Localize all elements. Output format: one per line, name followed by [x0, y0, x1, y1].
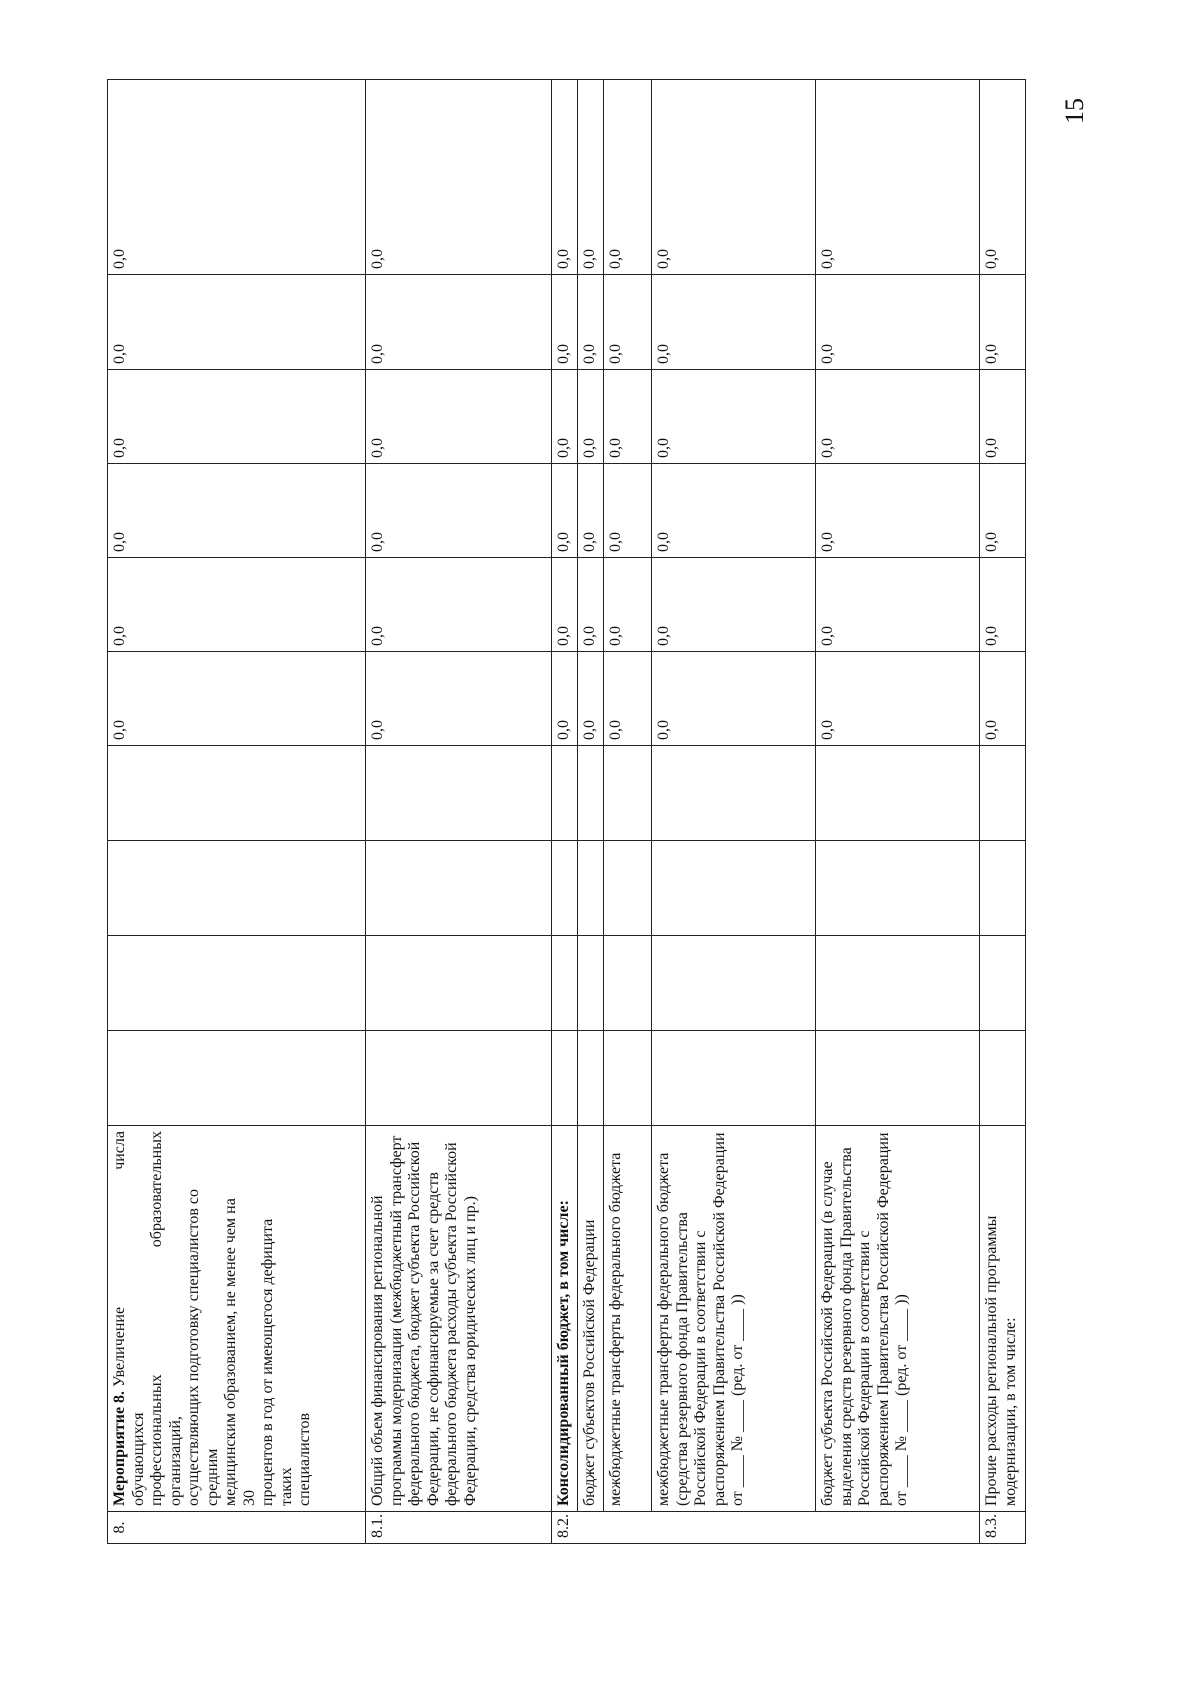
text-line: профессиональных образовательных: [148, 1131, 165, 1506]
text-line: медицинским образованием, не менее чем на: [222, 1198, 239, 1506]
value-cell: 0,0: [552, 652, 578, 746]
value-cell: 0,0: [980, 370, 1026, 464]
row-number: 8.1.: [366, 1512, 552, 1544]
value-cell: 0,0: [604, 652, 652, 746]
value-cell: 0,0: [366, 558, 552, 652]
value-cell: 0,0: [816, 652, 980, 746]
empty-cell: [980, 841, 1026, 936]
activity-title-tail: числа: [111, 1131, 128, 1170]
empty-cell: [108, 936, 366, 1031]
reference-line: от ____ № ____ (ред. от ____ )): [893, 1294, 910, 1506]
table-row-8: [108, 80, 366, 1544]
value-cell: 0,0: [652, 652, 816, 746]
empty-cell: [578, 841, 604, 936]
value-cell: 0,0: [604, 80, 652, 275]
empty-cell: [604, 936, 652, 1031]
row-number: 8.2.: [552, 1512, 980, 1544]
value-cell: 0,0: [816, 80, 980, 275]
value-cell: 0,0: [552, 558, 578, 652]
empty-cell: [578, 936, 604, 1031]
table-row-8-2-subject-budget-reserve: [816, 80, 980, 1544]
empty-cell: [108, 746, 366, 841]
text-line: специалистов: [296, 1412, 313, 1506]
value-cell: 0,0: [552, 464, 578, 558]
value-cell: 0,0: [816, 370, 980, 464]
modernization-program-table: [107, 79, 1026, 1544]
value-cell: 0,0: [980, 652, 1026, 746]
value-cell: 0,0: [578, 370, 604, 464]
row-description: бюджет субъектов Российской Федерации: [578, 1126, 604, 1512]
table-row-8-2-subjects-budget: [578, 80, 604, 1544]
value-cell: 0,0: [108, 80, 366, 275]
text-line: таких: [277, 1467, 295, 1506]
empty-cell: [816, 841, 980, 936]
value-cell: 0,0: [552, 80, 578, 275]
value-cell: 0,0: [652, 370, 816, 464]
value-cell: 0,0: [578, 558, 604, 652]
empty-cell: [604, 746, 652, 841]
value-cell: 0,0: [604, 464, 652, 558]
table-row-8-2: [552, 80, 578, 1544]
description-text: бюджет субъекта Российской Федерации (в случае выделения средств резервного фонда Правительства Российской Федерации в соответствии с распоряжением Правительства Российской Федерации: [819, 1132, 892, 1506]
row-number: 8.3.: [980, 1512, 1026, 1544]
row-description: [108, 1126, 366, 1512]
text-line: осуществляющих подготовку специалистов со: [185, 1188, 202, 1506]
empty-cell: [980, 746, 1026, 841]
value-cell: 0,0: [816, 275, 980, 370]
title-line: [111, 1131, 130, 1506]
empty-cell: [552, 841, 578, 936]
activity-title-rest: Увеличение: [111, 1306, 128, 1391]
empty-cell: [366, 746, 552, 841]
text-line: организаций,: [166, 1416, 184, 1506]
value-cell: 0,0: [578, 275, 604, 370]
value-cell: 0,0: [604, 275, 652, 370]
empty-cell: [816, 1031, 980, 1126]
value-cell: 0,0: [108, 464, 366, 558]
value-cell: 0,0: [108, 652, 366, 746]
value-cell: 0,0: [604, 558, 652, 652]
value-cell: 0,0: [980, 464, 1026, 558]
empty-cell: [604, 841, 652, 936]
value-cell: 0,0: [980, 80, 1026, 275]
empty-cell: [980, 936, 1026, 1031]
row-description: Прочие расходы региональной программы модернизации, в том числе:: [980, 1126, 1026, 1512]
value-cell: 0,0: [604, 370, 652, 464]
table-row-8-3: [980, 80, 1026, 1544]
value-cell: 0,0: [652, 464, 816, 558]
empty-cell: [652, 936, 816, 1031]
empty-cell: [604, 1031, 652, 1126]
value-cell: 0,0: [552, 275, 578, 370]
value-cell: 0,0: [652, 558, 816, 652]
row-description: [652, 1126, 816, 1512]
table-row-8-1: [366, 80, 552, 1544]
row-description: Консолидированный бюджет, в том числе:: [552, 1126, 578, 1512]
table-row-8-2-federal-transfers: [604, 80, 652, 1544]
empty-cell: [552, 746, 578, 841]
value-cell: 0,0: [366, 275, 552, 370]
value-cell: 0,0: [578, 464, 604, 558]
row-description: Общий объем финансирования региональной программы модернизации (межбюджетный трансферт федерального бюджета, бюджет субъекта Российской Федерации, не софинансируемые за счет средств федерального бюджета расходы субъекта Российской Федерации, средства юридических лиц и пр.): [366, 1126, 552, 1512]
activity-title-bold: Мероприятие 8.: [111, 1390, 128, 1506]
empty-cell: [578, 1031, 604, 1126]
value-cell: 0,0: [108, 275, 366, 370]
empty-cell: [108, 1031, 366, 1126]
value-cell: 0,0: [366, 652, 552, 746]
value-cell: 0,0: [980, 558, 1026, 652]
text-line: обучающихся: [129, 1412, 147, 1506]
empty-cell: [108, 841, 366, 936]
empty-cell: [366, 1031, 552, 1126]
value-cell: 0,0: [552, 370, 578, 464]
empty-cell: [552, 1031, 578, 1126]
value-cell: 0,0: [578, 652, 604, 746]
empty-cell: [652, 746, 816, 841]
rotated-table-container: [107, 80, 1020, 1544]
row-description: [816, 1126, 980, 1512]
value-cell: 0,0: [108, 558, 366, 652]
empty-cell: [652, 841, 816, 936]
description-text: межбюджетные трансферты федерального бюджета (средства резервного фонда Правительства Российской Федерации в соответствии с распоряжением Правительства Российской Федерации: [655, 1132, 728, 1506]
empty-cell: [366, 936, 552, 1031]
empty-cell: [552, 936, 578, 1031]
empty-cell: [816, 936, 980, 1031]
empty-cell: [980, 1031, 1026, 1126]
empty-cell: [578, 746, 604, 841]
value-cell: 0,0: [980, 275, 1026, 370]
value-cell: 0,0: [652, 275, 816, 370]
value-cell: 0,0: [366, 80, 552, 275]
reference-line: от ____ № ____ (ред. от ____ )): [729, 1294, 746, 1506]
value-cell: 0,0: [108, 370, 366, 464]
text-line: 30: [240, 1490, 258, 1506]
value-cell: 0,0: [816, 558, 980, 652]
value-cell: 0,0: [652, 80, 816, 275]
page-number: 15: [1060, 98, 1089, 124]
empty-cell: [816, 746, 980, 841]
row-description: межбюджетные трансферты федерального бюджета: [604, 1126, 652, 1512]
value-cell: 0,0: [578, 80, 604, 275]
value-cell: 0,0: [366, 370, 552, 464]
table-row-8-2-reserve-fund-transfers: [652, 80, 816, 1544]
text-line: средним: [203, 1448, 221, 1506]
row-number: 8.: [108, 1512, 366, 1544]
value-cell: 0,0: [816, 464, 980, 558]
value-cell: 0,0: [366, 464, 552, 558]
text-line: процентов в год от имеющегося дефицита: [259, 1218, 276, 1506]
empty-cell: [366, 841, 552, 936]
empty-cell: [652, 1031, 816, 1126]
